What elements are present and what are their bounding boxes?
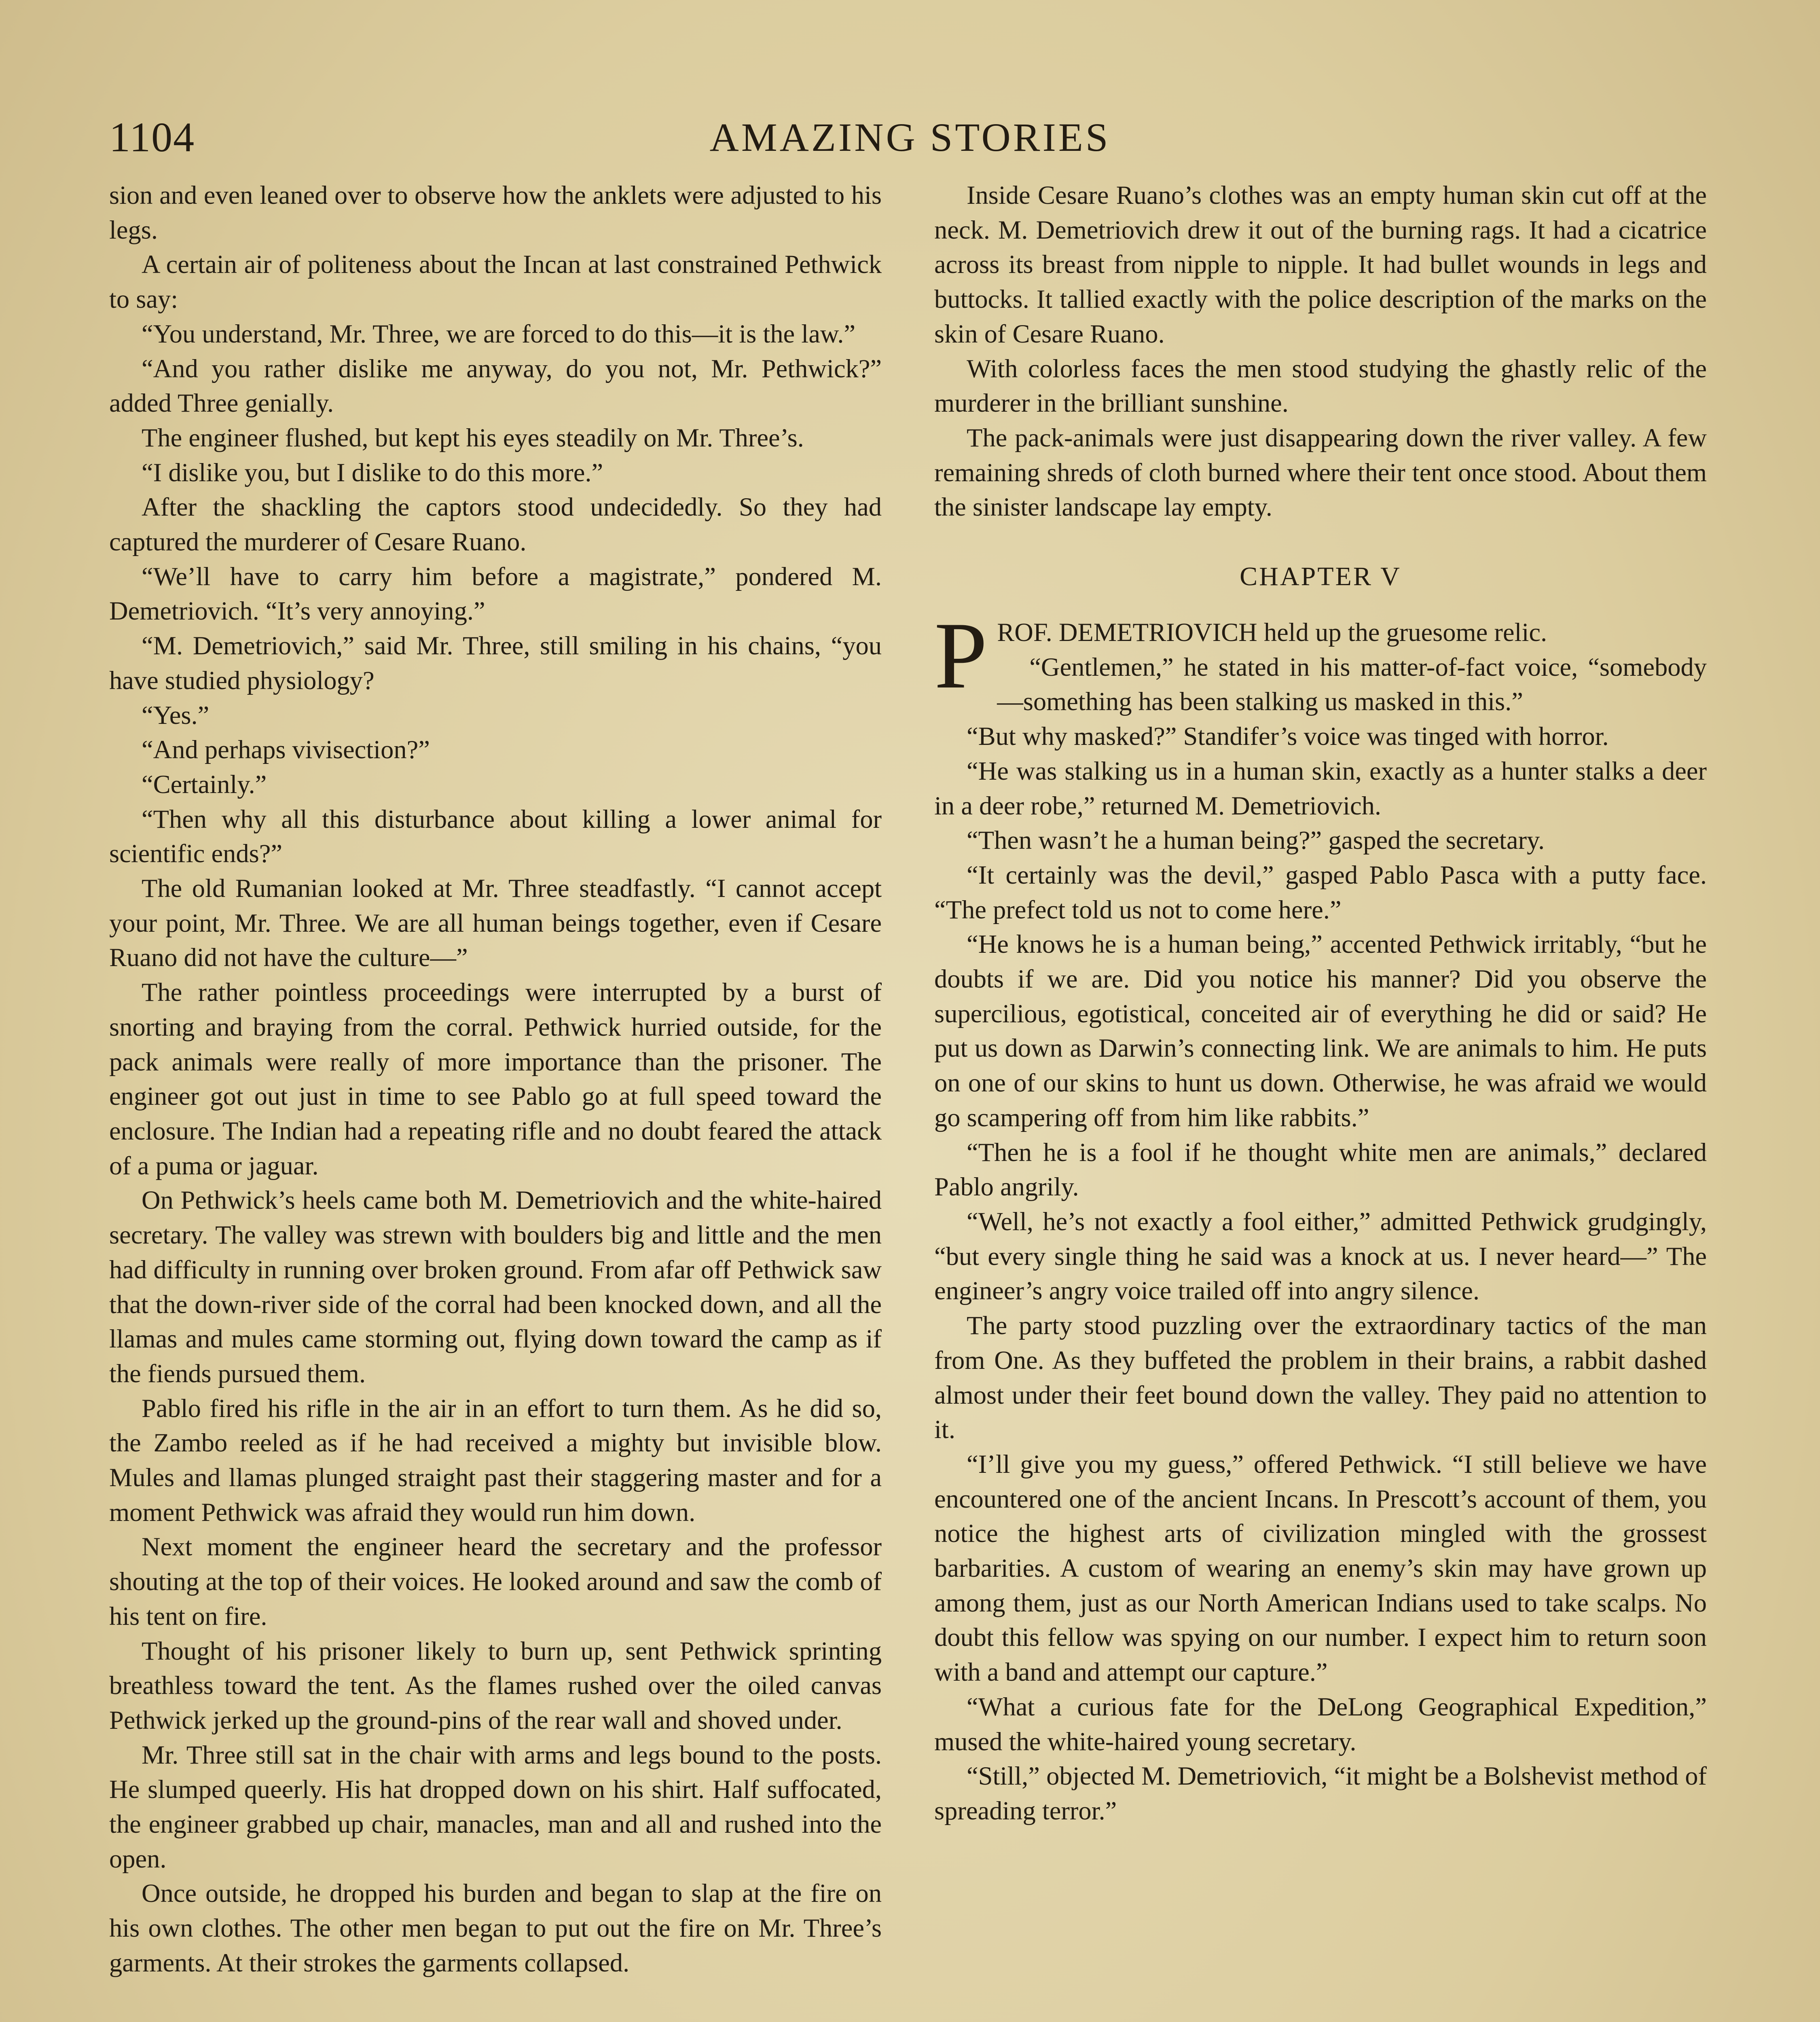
paragraph: “He was stalking us in a human skin, exactly as a hunter stalks a deer in a deer robe,” returned M. Demetriovich.: [934, 756, 1707, 820]
paragraph: “Still,” objected M. Demetriovich, “it might be a Bolshevist method of spreading terror.”: [934, 1762, 1707, 1825]
paragraph: The rather pointless proceedings were interrupted by a burst of snorting and braying from the corral. Pethwick hurried outside, for the pack animals were really of more importance than the prisoner. The engineer got out just in time to see Pablo go at full speed toward the enclosure. The Indian had a repeating rifle and no doubt feared the attack of a puma or jaguar.: [109, 978, 882, 1180]
paragraph: After the shackling the captors stood undecidedly. So they had captured the murderer of Cesare Ruano.: [109, 493, 882, 556]
right-column: [934, 178, 1707, 1828]
paragraph: “And perhaps vivisection?”: [142, 735, 430, 764]
paragraph: “Gentlemen,” he stated in his matter-of-fact voice, “somebody—something has been stalking us masked in this.”: [997, 652, 1707, 716]
paragraph: A certain air of politeness about the Incan at last constrained Pethwick to say:: [109, 250, 882, 314]
paragraph: Inside Cesare Ruano’s clothes was an empty human skin cut off at the neck. M. Demetriovich drew it out of the burning rags. It had a cicatrice across its breast from nipple to nipple. It had bullet wounds in legs and buttocks. It tallied exactly with the police description of the marks on the skin of Cesare Ruano.: [934, 181, 1707, 348]
paragraph: “It certainly was the devil,” gasped Pablo Pasca with a putty face. “The prefect told us not to come here.”: [934, 860, 1707, 924]
paragraph: Next moment the engineer heard the secretary and the professor shouting at the top of their voices. He looked around and saw the comb of his tent on fire.: [109, 1532, 882, 1631]
magazine-title: AMAZING STORIES: [709, 115, 1111, 160]
paragraph: “Then why all this disturbance about killing a lower animal for scientific ends?”: [109, 804, 882, 868]
paragraph: “He knows he is a human being,” accented Pethwick irritably, “but he doubts if we are. Did you notice his manner? Did you observe the supercilious, egotistical, conceited air of everything he did or said? He put us down as Darwin’s connecting link. We are animals to him. He puts on one of our skins to hunt us down. Otherwise, he was afraid we would go scampering off from him like rabbits.”: [934, 930, 1707, 1132]
chapter-opening-text: ROF. DEMETRIOVICH held up the gruesome relic.: [997, 618, 1547, 647]
paragraph: Pablo fired his rifle in the air in an effort to turn them. As he did so, the Zambo reeled as if he had received a mighty but invisible blow. Mules and llamas plunged straight past their staggering master and for a moment Pethwick was afraid they would run him down.: [109, 1394, 882, 1527]
paragraph: “You understand, Mr. Three, we are forced to do this—it is the law.”: [142, 319, 855, 348]
chapter-heading: CHAPTER V: [1240, 562, 1401, 592]
paragraph: “Yes.”: [142, 700, 210, 730]
page-header: [109, 109, 1711, 174]
left-column: [109, 178, 882, 1980]
paragraph: “And you rather dislike me anyway, do you not, Mr. Pethwick?” added Three genially.: [109, 354, 882, 418]
paragraph: “Then he is a fool if he thought white men are animals,” declared Pablo angrily.: [934, 1138, 1707, 1201]
paragraph: “We’ll have to carry him before a magistrate,” pondered M. Demetriovich. “It’s very annoying.”: [109, 562, 882, 626]
paragraph: The old Rumanian looked at Mr. Three steadfastly. “I cannot accept your point, Mr. Three. We are all human beings together, even if Cesare Ruano did not have the culture—”: [109, 874, 882, 972]
paragraph: The pack-animals were just disappearing down the river valley. A few remaining shreds of cloth burned where their tent once stood. About them the sinister landscape lay empty.: [934, 423, 1707, 522]
paragraph: The party stood puzzling over the extraordinary tactics of the man from One. As they buffeted the problem in their brains, a rabbit dashed almost under their feet bound down the valley. They paid no attention to it.: [934, 1311, 1707, 1444]
page-number: 1104: [109, 114, 195, 161]
paragraph: “Certainly.”: [142, 770, 267, 799]
paragraph: “What a curious fate for the DeLong Geographical Expedition,” mused the white-haired young secretary.: [934, 1692, 1707, 1756]
paragraph: “Well, he’s not exactly a fool either,” admitted Pethwick grudgingly, “but every single thing he said was a knock at us. I never heard—” The engineer’s angry voice trailed off into angry silence.: [934, 1207, 1707, 1305]
paragraph: Mr. Three still sat in the chair with arms and legs bound to the posts. He slumped queerly. His hat dropped down on his shirt. Half suffocated, the engineer grabbed up chair, manacles, man and all and rushed into the open.: [109, 1740, 882, 1873]
paragraph: “I dislike you, but I dislike to do this more.”: [142, 458, 603, 487]
paragraph: “M. Demetriovich,” said Mr. Three, still smiling in his chains, “you have studied physiology?: [109, 631, 882, 695]
paragraph: Once outside, he dropped his burden and began to slap at the fire on his own clothes. The other men began to put out the fire on Mr. Three’s garments. At their strokes the garments collapsed.: [109, 1879, 882, 1977]
paragraph: “Then wasn’t he a human being?” gasped the secretary.: [967, 826, 1545, 855]
paragraph: “I’ll give you my guess,” offered Pethwick. “I still believe we have encountered one of the ancient Incans. In Prescott’s account of them, you notice the highest arts of civilization mingled with the grossest barbarities. A custom of wearing an enemy’s skin may have grown up among them, just as our North American Indians used to take scalps. No doubt this fellow was spying on our number. I expect him to return soon with a band and attempt our capture.”: [934, 1449, 1707, 1687]
paragraph: The engineer flushed, but kept his eyes steadily on Mr. Three’s.: [142, 423, 804, 452]
paragraph: On Pethwick’s heels came both M. Demetriovich and the white-haired secretary. The valley was strewn with boulders big and little and the men had difficulty in running over broken ground. From afar off Pethwick saw that the down-river side of the corral had been knocked down, and all the llamas and mules came storming out, flying down toward the camp as if the fiends pursued them.: [109, 1186, 882, 1388]
paragraph: “But why masked?” Standifer’s voice was tinged with horror.: [967, 722, 1609, 751]
paragraph: With colorless faces the men stood studying the ghastly relic of the murderer in the brilliant sunshine.: [934, 354, 1707, 418]
paragraph: sion and even leaned over to observe how the anklets were adjusted to his legs.: [109, 181, 882, 244]
paragraph: Thought of his prisoner likely to burn up, sent Pethwick sprinting breathless toward the tent. As the flames rushed over the oiled canvas Pethwick jerked up the ground-pins of the rear wall and shoved under.: [109, 1636, 882, 1734]
drop-cap: P: [934, 603, 988, 709]
